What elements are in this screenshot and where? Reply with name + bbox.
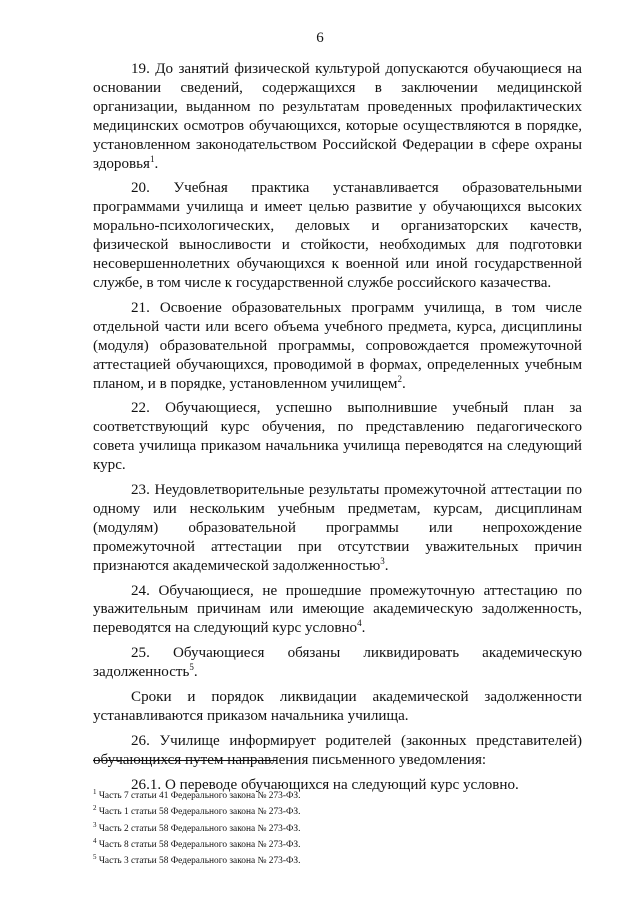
footnote-text: Часть 7 статьи 41 Федерального закона № 273-ФЗ. bbox=[96, 791, 301, 802]
paragraph-end: . bbox=[154, 155, 159, 172]
footnote-text: Часть 2 статьи 58 Федерального закона № 273-ФЗ. bbox=[96, 823, 301, 834]
paragraph-22 bbox=[93, 399, 582, 475]
paragraph-end: . bbox=[401, 375, 406, 392]
footnote-5 bbox=[93, 851, 582, 867]
footnote-divider bbox=[93, 760, 277, 761]
footnote-2 bbox=[93, 802, 582, 818]
paragraph-text: 19. До занятий физической культурой допускаются обучающиеся на основании сведений, содержащихся в заключении медицинской организации, выданном по результатам проведенных профилактических медицинских осмотров обучающихся, которые осуществляются в порядке, установленном законодательством Российской Федерации в сфере охраны здоровья bbox=[93, 61, 582, 172]
page-number: 6 bbox=[316, 30, 324, 46]
footnote-3 bbox=[93, 819, 582, 835]
paragraph-25 bbox=[93, 644, 582, 682]
footnote-number: 1 bbox=[93, 788, 97, 796]
footnote-text: Часть 8 статьи 58 Федерального закона № 273-ФЗ. bbox=[96, 840, 301, 851]
footnote-4 bbox=[93, 835, 582, 851]
paragraph-text: 20. Учебная практика устанавливается образовательными программами училища и имеет целью развитие у обучающихся высоких морально-психологических, деловых и организаторских качеств, физической выносливости и стойкости, необходимых для подготовки несовершеннолетних обучающихся к военной или иной государственной службе, в том числе к государственной службе российского казачества. bbox=[93, 180, 582, 291]
paragraph-end: . bbox=[384, 557, 389, 574]
footnote-number: 2 bbox=[93, 804, 97, 813]
paragraph-text: Сроки и порядок ликвидации академической задолженности устанавливаются приказом начальника училища. bbox=[93, 689, 582, 724]
paragraph-text: 25. Обучающиеся обязаны ликвидировать академическую задолженность bbox=[93, 645, 582, 681]
paragraph-text: 21. Освоение образовательных программ училища, в том числе отдельной части или всего объема учебного предмета, курса, дисциплины (модуля) образовательной программы, сопровождается промежуточной аттестацией обучающихся, проводимой в формах, определенных учебным планом, и в порядке, установленном училищем bbox=[93, 299, 582, 392]
footnote-number: 3 bbox=[93, 820, 97, 829]
paragraph-text: 26. Училище информирует родителей (законных представителей) обучающихся путем направления письменного уведомления: bbox=[93, 732, 582, 768]
paragraph-26 bbox=[93, 732, 582, 770]
footnote-ref: 3 bbox=[380, 555, 385, 566]
footnote-ref: 1 bbox=[149, 153, 155, 164]
footnotes bbox=[93, 786, 582, 868]
footnote-ref: 4 bbox=[357, 618, 362, 629]
paragraph-debt-terms bbox=[93, 688, 582, 726]
paragraph-21 bbox=[93, 299, 582, 394]
footnote-text: Часть 3 статьи 58 Федерального закона № 273-ФЗ. bbox=[96, 856, 301, 867]
paragraph-24 bbox=[93, 582, 582, 639]
footnote-number: 4 bbox=[93, 836, 97, 845]
document-body bbox=[93, 60, 582, 801]
footnote-number: 5 bbox=[93, 853, 97, 862]
paragraph-23 bbox=[93, 481, 582, 576]
paragraph-end: . bbox=[361, 620, 366, 637]
paragraph-20 bbox=[93, 179, 582, 292]
paragraph-text: 24. Обучающиеся, не прошедшие промежуточную аттестацию по уважительным причинам или имеющие академическую задолженность, переводятся на следующий курс условно bbox=[93, 582, 582, 637]
paragraph-text: 23. Неудовлетворительные результаты промежуточной аттестации по одному или нескольким учебным предметам, курсам, дисциплинам (модулям) образовательной программы или непрохождение промежуточной аттестации при отсутствии уважительных причин признаются академической задолженностью bbox=[93, 482, 582, 574]
footnote-1 bbox=[93, 786, 582, 802]
paragraph-text: 26.1. О переводе обучающихся на следующий курс условно. bbox=[131, 776, 519, 793]
paragraph-end: . bbox=[193, 664, 198, 681]
footnote-ref: 2 bbox=[397, 373, 402, 384]
paragraph-text: 22. Обучающиеся, успешно выполнившие учебный план за соответствующий курс обучения, по представлению педагогического совета училища приказом начальника училища переводятся на следующий курс. bbox=[93, 400, 582, 474]
footnote-text: Часть 1 статьи 58 Федерального закона № 273-ФЗ. bbox=[96, 807, 301, 818]
paragraph-19 bbox=[93, 60, 582, 173]
footnote-ref: 5 bbox=[189, 662, 194, 673]
